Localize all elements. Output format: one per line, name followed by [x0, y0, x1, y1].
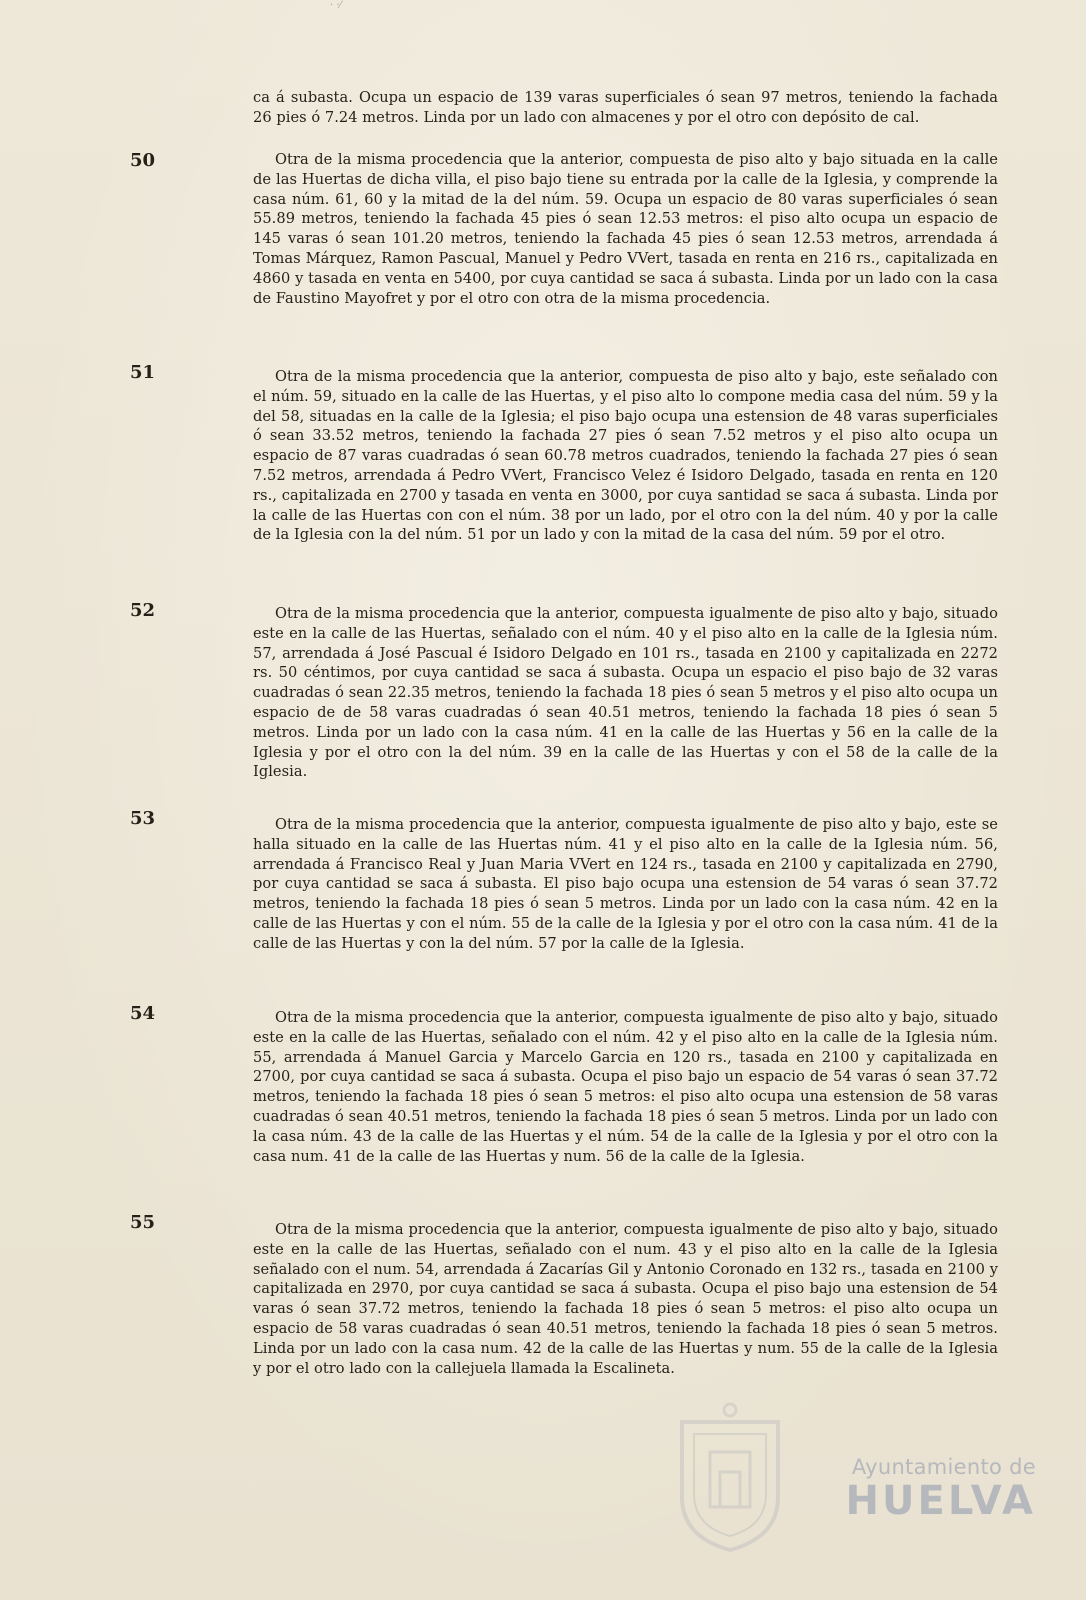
- watermark-line-1: Ayuntamiento de: [851, 1455, 1036, 1479]
- lot-number-52: 52: [130, 600, 156, 621]
- lot-number-55: 55: [130, 1212, 156, 1233]
- paragraph-lot-52: [253, 604, 998, 782]
- lot-number-50: 50: [130, 150, 156, 171]
- watermark: [796, 1455, 1036, 1523]
- bleed-through-text: [0, 70, 60, 670]
- paragraph-lot-54: [253, 1008, 998, 1166]
- lot-number-54: 54: [130, 1003, 156, 1024]
- paragraph-text: Otra de la misma procedencia que la anterior, compuesta igualmente de piso alto y bajo, situado este en la calle de las Huertas, señalado con el num. 43 y el piso alto en la calle de la Iglesia señalado con el num. 54, arrendada á Zacarías Gil y Antonio Coronado en 132 rs., tasada en 2100 y capitalizada en 2970, por cuya cantidad se saca á subasta. Ocupa el piso bajo una estension de 54 varas ó sean 37.72 metros, teniendo la fachada 18 pies ó sean 5 metros: el piso alto ocupa un espacio de 58 varas cuadradas ó sean 40.51 metros, teniendo la fachada 18 pies ó sean 5 metros. Linda por un lado con la casa num. 42 de la calle de las Huertas y num. 55 de la calle de la Iglesia y por el otro lado con la callejuela llamada la Escalineta.: [253, 1221, 998, 1377]
- paragraph-text: Otra de la misma procedencia que la anterior, compuesta de piso alto y bajo situada en la calle de las Huertas de dicha villa, el piso bajo tiene su entrada por la calle de la Iglesia, y comprende la casa núm. 61, 60 y la mitad de la del núm. 59. Ocupa un espacio de 80 varas superficiales ó sean 55.89 metros, teniendo la fachada 45 pies ó sean 12.53 metros: el piso alto ocupa un espacio de 145 varas ó sean 101.20 metros, teniendo la fachada 45 pies ó sean 12.53 metros, arrendada á Tomas Márquez, Ramon Pascual, Manuel y Pedro VVert, tasada en renta en 216 rs., capitalizada en 4860 y tasada en venta en 5400, por cuya cantidad se saca á subasta. Linda por un lado con la casa de Faustino Mayofret y por el otro con otra de la misma procedencia.: [253, 151, 998, 307]
- paragraph-text: Otra de la misma procedencia que la anterior, compuesta igualmente de piso alto y bajo, situado este en la calle de las Huertas, señalado con el núm. 40 y el piso alto en la calle de la Iglesia núm. 57, arrendada á José Pascual é Isidoro Delgado en 101 rs., tasada en 2100 y capitalizada en 2272 rs. 50 céntimos, por cuya cantidad se saca á subasta. Ocupa un espacio el piso bajo de 32 varas cuadradas ó sean 22.35 metros, teniendo la fachada 18 pies ó sean 5 metros y el piso alto ocupa un espacio de de 58 varas cuadradas ó sean 40.51 metros, teniendo la fachada 18 pies ó sean 5 metros. Linda por un lado con la casa núm. 41 en la calle de las Huertas y 56 en la calle de la Iglesia y por el otro con la del núm. 39 en la calle de las Huertas y con el 58 de la calle de la Iglesia.: [253, 605, 998, 781]
- paragraph-text: Otra de la misma procedencia que la anterior, compuesta igualmente de piso alto y bajo, situado este en la calle de las Huertas, señalado con el núm. 42 y el piso alto en la calle de la Iglesia núm. 55, arrendada á Manuel Garcia y Marcelo Garcia en 120 rs., tasada en 2100 y capitalizada en 2700, por cuya cantidad se saca á subasta. Ocupa el piso bajo un espacio de 54 varas ó sean 37.72 metros, teniendo la fachada 18 pies ó sean 5 metros: el piso alto ocupa una estension de 58 varas cuadradas ó sean 40.51 metros, teniendo la fachada 18 pies ó sean 5 metros. Linda por un lado con la casa núm. 43 de la calle de las Huertas y el núm. 54 de la calle de la Iglesia y por el otro con la casa num. 41 de la calle de las Huertas y num. 56 de la calle de la Iglesia.: [253, 1009, 998, 1165]
- paragraph-lot-53: [253, 815, 998, 954]
- lot-number-53: 53: [130, 808, 156, 829]
- paragraph-continuation: [253, 88, 998, 128]
- paragraph-lot-51: [253, 367, 998, 545]
- paragraph-text: ca á subasta. Ocupa un espacio de 139 varas superficiales ó sean 97 metros, teniendo la fachada 26 pies ó 7.24 metros. Linda por un lado con almacenes y por el otro con depósito de cal.: [253, 89, 998, 126]
- coat-of-arms-seal-icon: [672, 1402, 788, 1552]
- lot-number-51: 51: [130, 362, 156, 383]
- paragraph-lot-50: [253, 150, 998, 308]
- paragraph-text: Otra de la misma procedencia que la anterior, compuesta igualmente de piso alto y bajo, este se halla situado en la calle de las Huertas núm. 41 y el piso alto en la calle de la Iglesia núm. 56, arrendada á Francisco Real y Juan Maria VVert en 124 rs., tasada en 2100 y capitalizada en 2790, por cuya cantidad se saca á subasta. El piso bajo ocupa una estension de 54 varas ó sean 37.72 metros, teniendo la fachada 18 pies ó sean 5 metros. Linda por un lado con la casa núm. 42 en la calle de las Huertas y con el núm. 55 de la calle de la Iglesia y por el otro con la casa núm. 41 de la calle de las Huertas y con la del núm. 57 por la calle de la Iglesia.: [253, 816, 998, 952]
- watermark-line-2: HUELVA: [845, 1478, 1036, 1524]
- paragraph-lot-55: [253, 1220, 998, 1378]
- paragraph-text: Otra de la misma procedencia que la anterior, compuesta de piso alto y bajo, este señalado con el núm. 59, situado en la calle de las Huertas, y el piso alto lo compone media casa del núm. 59 y la del 58, situadas en la calle de la Iglesia; el piso bajo ocupa una estension de 48 varas superficiales ó sean 33.52 metros, teniendo la fachada 27 pies ó sean 7.52 metros y el piso alto ocupa un espacio de 87 varas cuadradas ó sean 60.78 metros cuadrados, teniendo la fachada 27 pies ó sean 7.52 metros, arrendada á Pedro VVert, Francisco Velez é Isidoro Delgado, tasada en renta en 120 rs., capitalizada en 2700 y tasada en venta en 3000, por cuya santidad se saca á subasta. Linda por la calle de las Huertas con con el núm. 38 por un lado, por el otro con la del núm. 40 y por la calle de la Iglesia con la del núm. 51 por un lado y con la mitad de la casa del núm. 59 por el otro.: [253, 368, 998, 544]
- top-margin-mark: · ·⁄: [330, 0, 342, 11]
